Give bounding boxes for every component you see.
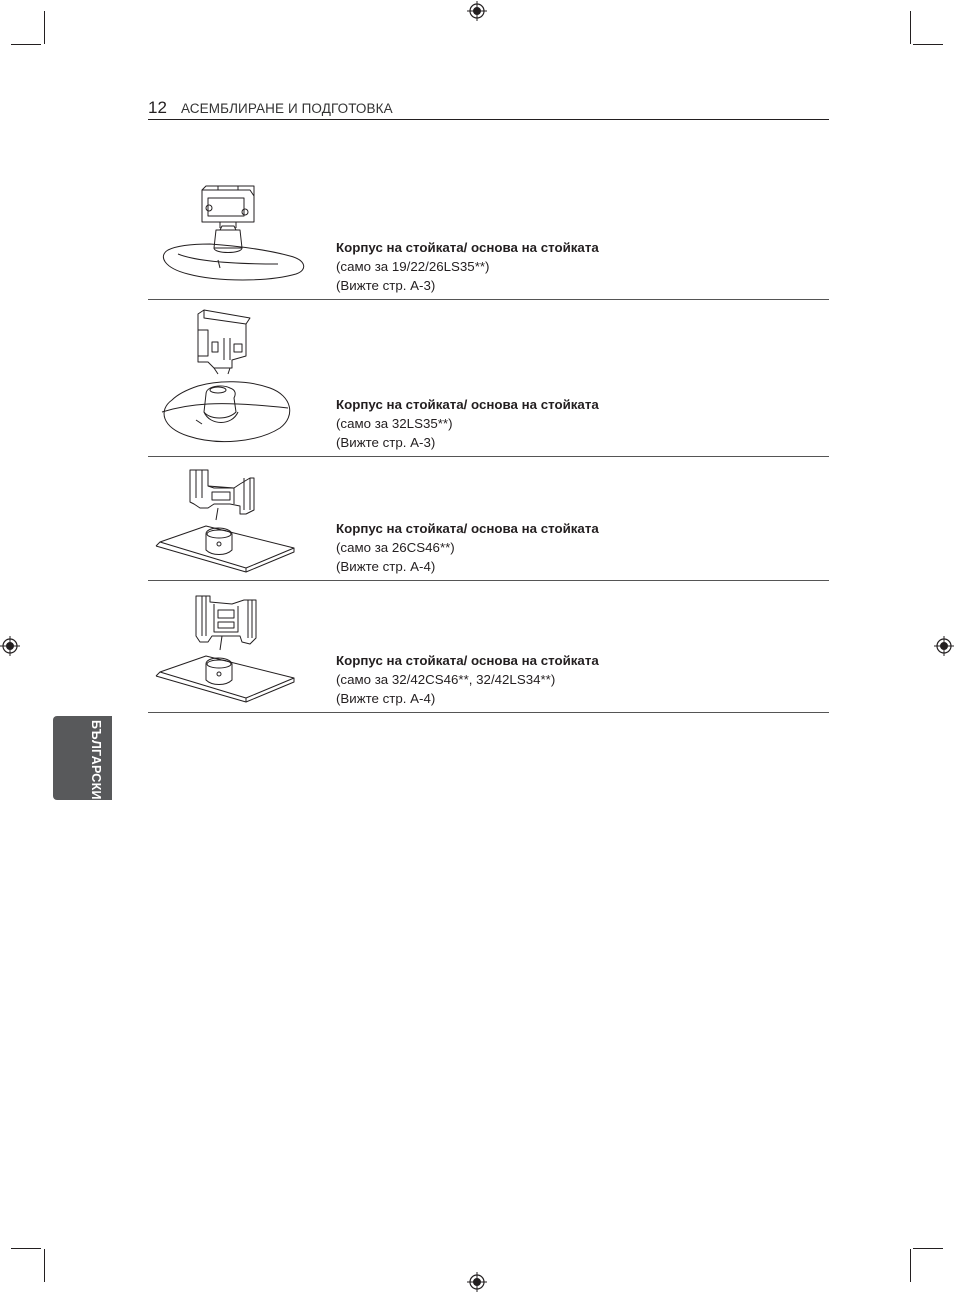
stand-illustration-3 xyxy=(154,464,298,574)
section-title: АСЕМБЛИРАНЕ И ПОДГОТОВКА xyxy=(181,101,393,116)
language-label: БЪЛГАРСКИ xyxy=(89,720,103,800)
language-tab xyxy=(53,716,112,800)
crop-mark xyxy=(913,44,943,45)
item-caption xyxy=(336,519,599,576)
item-caption xyxy=(336,238,599,295)
item-page-ref: (Вижте стр. A-3) xyxy=(336,435,436,450)
item-page-ref: (Вижте стр. A-4) xyxy=(336,691,436,706)
stand-illustration-4 xyxy=(154,592,298,706)
item-models: (само за 32LS35**) xyxy=(336,416,453,431)
row-divider xyxy=(148,712,829,713)
page-number: 12 xyxy=(148,98,167,117)
registration-mark-icon xyxy=(467,1272,487,1292)
crop-mark xyxy=(910,1249,911,1282)
item-title: Корпус на стойката/ основа на стойката xyxy=(336,240,599,255)
item-models: (само за 32/42CS46**, 32/42LS34**) xyxy=(336,672,556,687)
item-caption xyxy=(336,651,599,708)
item-title: Корпус на стойката/ основа на стойката xyxy=(336,397,599,412)
row-divider xyxy=(148,580,829,581)
item-page-ref: (Вижте стр. A-3) xyxy=(336,278,436,293)
item-models: (само за 26CS46**) xyxy=(336,540,455,555)
row-divider xyxy=(148,299,829,300)
crop-mark xyxy=(913,1248,943,1249)
header-divider xyxy=(148,119,829,120)
registration-mark-icon xyxy=(934,636,954,656)
registration-mark-icon xyxy=(0,636,20,656)
crop-mark xyxy=(44,11,45,44)
item-page-ref: (Вижте стр. A-4) xyxy=(336,559,436,574)
item-caption xyxy=(336,395,599,452)
crop-mark xyxy=(910,11,911,44)
crop-mark xyxy=(44,1249,45,1282)
stand-illustration-1 xyxy=(158,182,308,284)
item-title: Корпус на стойката/ основа на стойката xyxy=(336,521,599,536)
row-divider xyxy=(148,456,829,457)
registration-mark-icon xyxy=(467,1,487,21)
crop-mark xyxy=(11,1248,41,1249)
stand-illustration-2 xyxy=(158,308,298,448)
crop-mark xyxy=(11,44,41,45)
item-models: (само за 19/22/26LS35**) xyxy=(336,259,490,274)
item-title: Корпус на стойката/ основа на стойката xyxy=(336,653,599,668)
